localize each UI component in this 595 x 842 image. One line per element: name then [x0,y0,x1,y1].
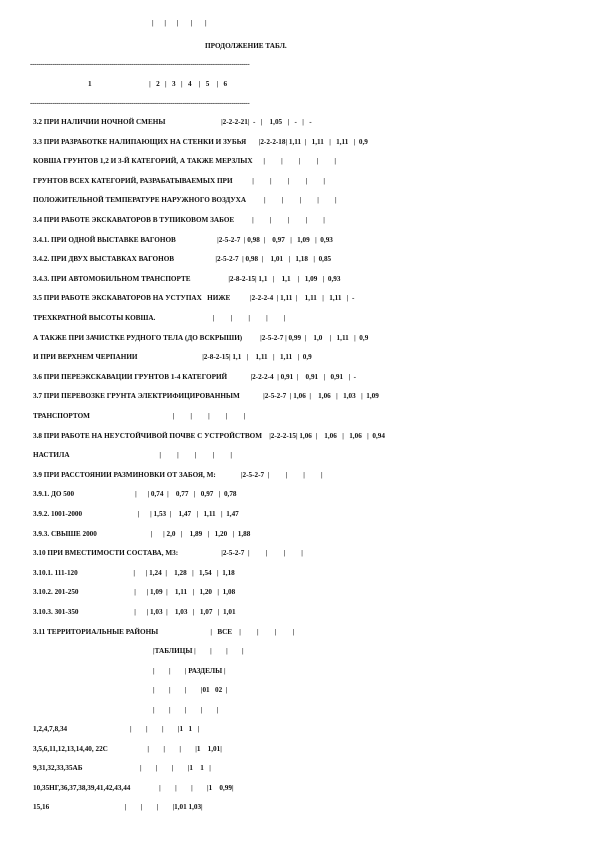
table-row: 3.4.1. ПРИ ОДНОЙ ВЫСТАВКЕ ВАГОНОВ |2-5-2-7 | 0,98 | 0,97 | 1,09 | 0,93 [33,235,333,244]
table-row: 3.4 ПРИ РАБОТЕ ЭКСКАВАТОРОВ В ТУПИКОВОМ ЗАБОЕ | | | | | [33,216,325,224]
table-row: И ПРИ ВЕРХНЕМ ЧЕРПАНИИ |2-8-2-15| 1,1 | 1,11 | 1,11 | 0,9 [33,353,312,362]
table-row: 3.6 ПРИ ПЕРЕЭКСКАВАЦИИ ГРУНТОВ 1-4 КАТЕГОРИЙ |2-2-2-4 | 0,91 | 0,91 | 0,91 | - [33,372,357,381]
table-row: 3.10.2. 201-250 | | 1,09 | 1,11 | 1,20 | 1,08 [33,588,236,597]
table-row: 3.9.2. 1001-2000 | | 1,53 | 1,47 | 1,11 | 1,47 [33,510,239,518]
table-row: 3.11 ТЕРРИТОРИАЛЬНЫЕ РАЙОНЫ | ВСЕ | | | | [33,627,295,636]
region-row: 1,2,4,7,8,34 | | | |1 1 | [33,725,200,733]
table-row: ПОЛОЖИТЕЛЬНОЙ ТЕМПЕРАТУРЕ НАРУЖНОГО ВОЗДУХА | | | | | [33,196,337,205]
table-row: А ТАКЖЕ ПРИ ЗАЧИСТКЕ РУДНОГО ТЕЛА (ДО ВСКРЫШИ) |2-5-2-7 | 0,99 | 1,0 | 1,11 | 0,9 [33,333,369,342]
table-row: 3.9.1. ДО 500 | | 0,74 | 0,77 | 0,97 | 0,78 [33,490,237,499]
top-column-marks: | | | | | [152,19,207,27]
table-row: 3.4.2. ПРИ ДВУХ ВЫСТАВКАХ ВАГОНОВ |2-5-2-7 | 0,98 | 1,01 | 1,18 | 0,85 [33,255,332,264]
table-row: 3.10.1. 111-120 | | 1,24 | 1,28 | 1,54 | 1,18 [33,568,235,577]
table-row: ГРУНТОВ ВСЕХ КАТЕГОРИЙ, РАЗРАБАТЫВАЕМЫХ ПРИ | | | | | [33,176,325,185]
table-row: 3.8 ПРИ РАБОТЕ НА НЕУСТОЙЧИВОЙ ПОЧВЕ С УСТРОЙСТВОМ |2-2-2-15| 1,06 | 1,06 | 1,06 | 0,94 [33,431,385,440]
rule-mid: ------------------------------------------------------------------------------------------------------------ [30,99,250,107]
table-row: КОВША ГРУНТОВ 1,2 И 3-Й КАТЕГОРИЙ, А ТАКЖЕ МЕРЗЛЫХ | | | | | [33,157,336,166]
table-row: 3.3 ПРИ РАЗРАБОТКЕ НАЛИПАЮЩИХ НА СТЕНКИ И ЗУБЬЯ |2-2-2-18| 1,11 | 1,11 | 1,11 | 0,9 [33,137,368,146]
table-row: 3.10 ПРИ ВМЕСТИМОСТИ СОСТАВА, М3: |2-5-2-7 | | | | [33,549,303,558]
table-row: 3.4.3. ПРИ АВТОМОБИЛЬНОМ ТРАНСПОРТЕ |2-8-2-15| 1,1 | 1,1 | 1,09 | 0,93 [33,274,341,283]
table-row: НАСТИЛА | | | | | [33,451,232,460]
rule-top: ------------------------------------------------------------------------------------------------------------ [30,60,250,68]
continuation-heading: ПРОДОЛЖЕНИЕ ТАБЛ. [205,42,287,50]
region-row: 3,5,6,11,12,13,14,40, 22С | | | |1 1,01| [33,744,222,753]
region-row: 10,35НГ,36,37,38,39,41,42,43,44 | | | |1 0,99| [33,783,234,792]
table-row: 3.9 ПРИ РАССТОЯНИИ РАЗМИНОВКИ ОТ ЗАБОЯ, М: |2-5-2-7 | | | | [33,470,323,479]
table-row: 3.10.3. 301-350 | | 1,03 | 1,03 | 1,07 | 1,01 [33,608,236,616]
table-row: ТРАНСПОРТОМ | | | | | [33,412,246,420]
region-row: 15,16 | | | |1,01 1,03| [33,803,203,812]
sub-header-row: | | | РАЗДЕЛЫ | [153,666,226,675]
table-row: 3.7 ПРИ ПЕРЕВОЗКЕ ГРУНТА ЭЛЕКТРИФИЦИРОВАННЫМ |2-5-2-7 | 1,06 | 1,06 | 1,03 | 1,09 [33,392,379,401]
sub-header-row: |ТАБЛИЦЫ | | | | [153,647,244,655]
sub-header-row: | | | |01 02 | [153,686,228,695]
sub-header-row: | | | | | [153,705,219,714]
table-column-numbers: 1 | 2 | 3 | 4 | 5 | 6 [88,80,228,88]
table-row: ТРЕХКРАТНОЙ ВЫСОТЫ КОВША. | | | | | [33,314,286,322]
region-row: 9,31,32,33,35АБ | | | |1 1 | [33,764,211,773]
table-row: 3.2 ПРИ НАЛИЧИИ НОЧНОЙ СМЕНЫ |2-2-2-21| - | 1,05 | - | - [33,118,312,126]
table-row: 3.5 ПРИ РАБОТЕ ЭКСКАВАТОРОВ НА УСТУПАХ НИЖЕ |2-2-2-4 | 1,11 | 1,11 | 1,11 | - [33,294,355,303]
table-row: 3.9.3. СВЫШЕ 2000 | | 2,0 | 1,89 | 1,20 | 1,88 [33,529,251,538]
